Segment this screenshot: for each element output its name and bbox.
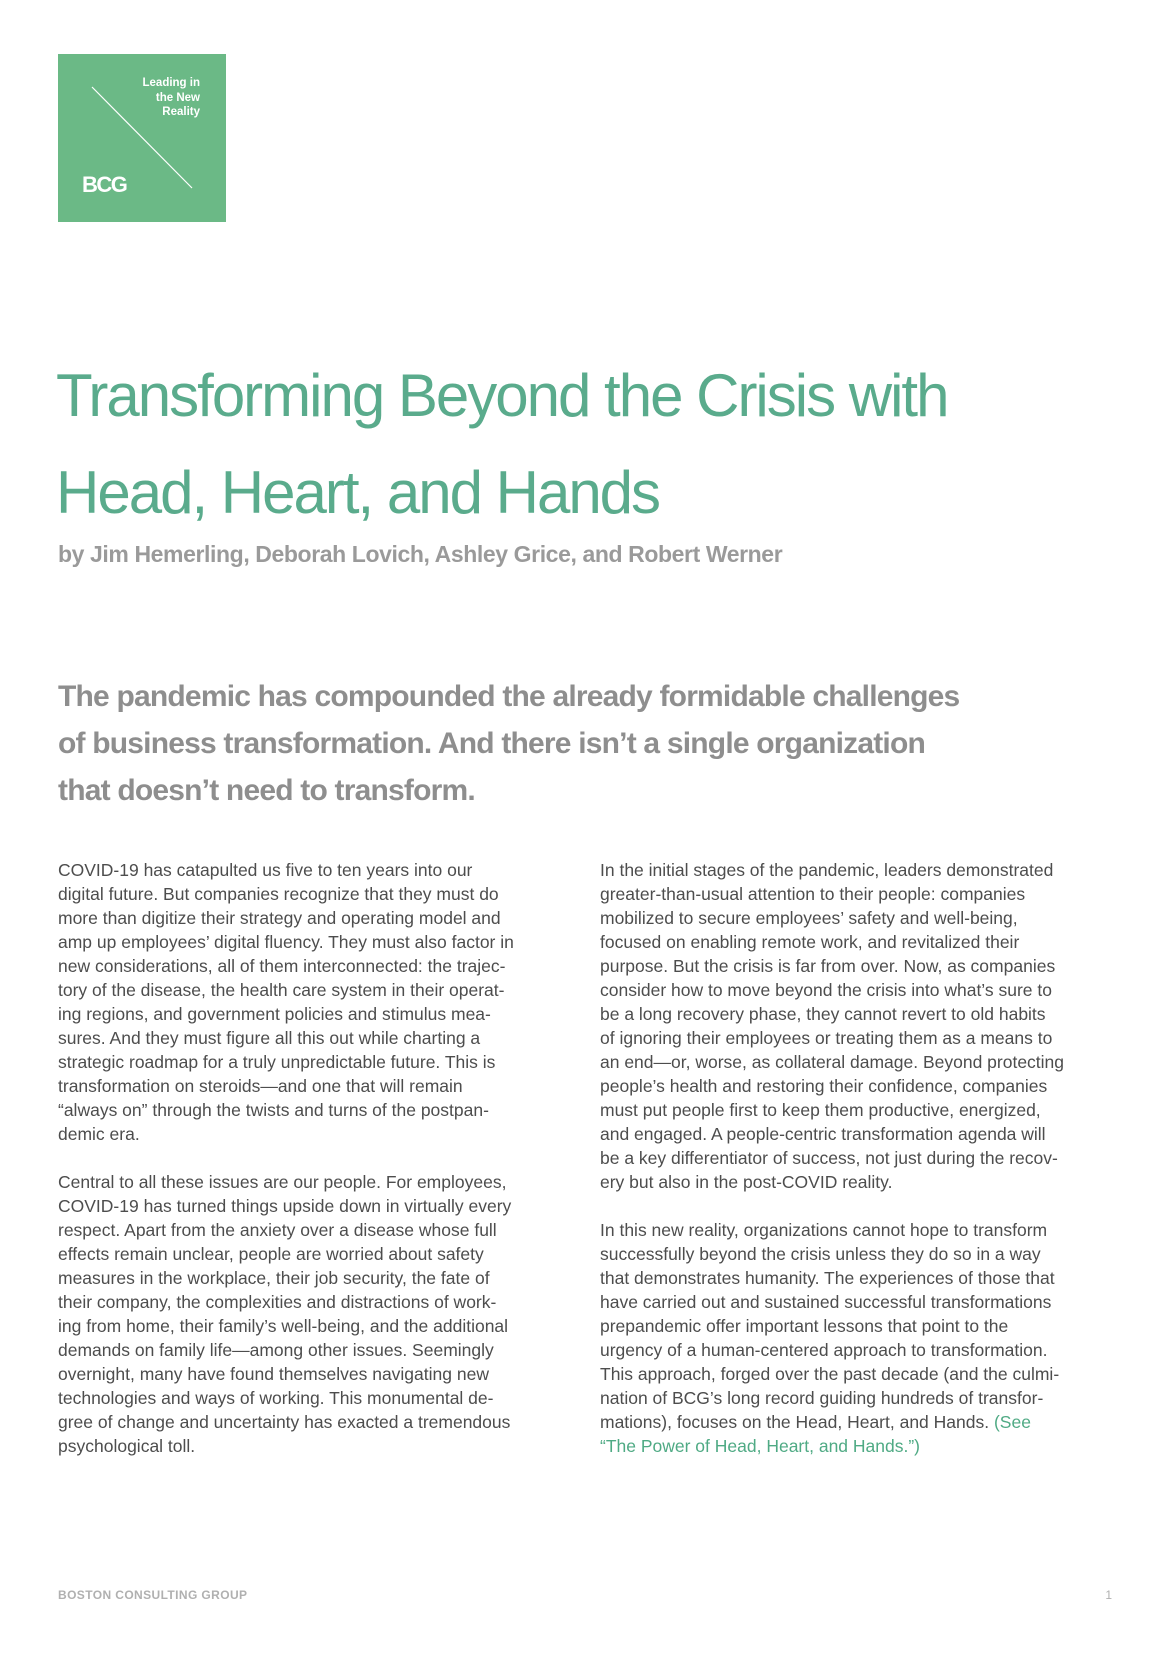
- body-column-left: [58, 858, 578, 1482]
- paragraph-line: Central to all these issues are our people. For employees,: [58, 1172, 507, 1192]
- paragraph-line: technologies and ways of working. This monumental de-: [58, 1388, 494, 1408]
- page-number: 1: [1105, 1588, 1112, 1602]
- paragraph-line: consider how to move beyond the crisis into what’s sure to: [600, 980, 1052, 1000]
- paragraph-line: transformation on steroids—and one that will remain: [58, 1076, 463, 1096]
- logo-tagline-line: Reality: [162, 106, 200, 118]
- paragraph: [600, 1218, 1120, 1458]
- paragraph-line: [600, 1410, 1120, 1434]
- bcg-logo: [58, 54, 226, 222]
- paragraph-line: effects remain unclear, people are worried about safety: [58, 1244, 484, 1264]
- paragraph-line: demands on family life—among other issues. Seemingly: [58, 1340, 494, 1360]
- paragraph-line: digital future. But companies recognize that they must do: [58, 884, 499, 904]
- paragraph-line: ing regions, and government policies and stimulus mea-: [58, 1004, 491, 1024]
- paragraph-line: respect. Apart from the anxiety over a disease whose full: [58, 1220, 497, 1240]
- paragraph-line: more than digitize their strategy and operating model and: [58, 908, 501, 928]
- paragraph-line: ery but also in the post-COVID reality.: [600, 1172, 893, 1192]
- paragraph-line: gree of change and uncertainty has exacted a tremendous: [58, 1412, 511, 1432]
- lede: [58, 673, 959, 814]
- byline: by Jim Hemerling, Deborah Lovich, Ashley Grice, and Robert Werner: [58, 541, 783, 567]
- title-line: Head, Heart, and Hands: [56, 459, 660, 526]
- paragraph-line: amp up employees’ digital fluency. They must also factor in: [58, 932, 514, 952]
- lede-line: that doesn’t need to transform.: [58, 774, 475, 807]
- paragraph-line: an end—or, worse, as collateral damage. Beyond protecting: [600, 1052, 1065, 1072]
- see-sidebar-link[interactable]: (See: [993, 1412, 1031, 1432]
- paragraph-line: of ignoring their employees or treating them as a means to: [600, 1028, 1053, 1048]
- paragraph-line: In this new reality, organizations cannot hope to transform: [600, 1220, 1048, 1240]
- paragraph-line: be a key differentiator of success, not just during the recov-: [600, 1148, 1058, 1168]
- paragraph-line: strategic roadmap for a truly unpredictable future. This is: [58, 1052, 496, 1072]
- paragraph-line: and engaged. A people-centric transformation agenda will: [600, 1124, 1046, 1144]
- paragraph-line: overnight, many have found themselves navigating new: [58, 1364, 489, 1384]
- paragraph-lines: [600, 1218, 1120, 1410]
- page-title: [56, 347, 947, 541]
- paragraph-line: measures in the workplace, their job security, the fate of: [58, 1268, 490, 1288]
- paragraph-line: be a long recovery phase, they cannot revert to old habits: [600, 1004, 1046, 1024]
- paragraph-line: their company, the complexities and distractions of work-: [58, 1292, 497, 1312]
- paragraph-line: demic era.: [58, 1124, 140, 1144]
- paragraph-line: psychological toll.: [58, 1436, 196, 1456]
- paragraph-line: mobilized to secure employees’ safety and well-being,: [600, 908, 1018, 928]
- body-column-right: [600, 858, 1120, 1482]
- see-sidebar-link-continued[interactable]: “The Power of Head, Heart, and Hands.”): [600, 1436, 921, 1456]
- paragraph-text: mations), focuses on the Head, Heart, and Hands.: [600, 1412, 994, 1432]
- paragraph-line: purpose. But the crisis is far from over. Now, as companies: [600, 956, 1056, 976]
- logo-tagline-line: Leading in: [142, 77, 200, 89]
- paragraph-line: must put people first to keep them productive, energized,: [600, 1100, 1041, 1120]
- lede-line: The pandemic has compounded the already formidable challenges: [58, 680, 960, 713]
- paragraph-line: urgency of a human-centered approach to transformation.: [600, 1340, 1048, 1360]
- paragraph: [58, 858, 578, 1146]
- bcg-wordmark: BCG: [82, 172, 127, 197]
- paragraph-line: “always on” through the twists and turns of the postpan-: [58, 1100, 489, 1120]
- title-line: Transforming Beyond the Crisis with: [56, 362, 948, 429]
- footer-organization: BOSTON CONSULTING GROUP: [58, 1588, 248, 1602]
- paragraph-line: tory of the disease, the health care system in their operat-: [58, 980, 505, 1000]
- paragraph-line: COVID-19 has turned things upside down in virtually every: [58, 1196, 512, 1216]
- paragraph-line: successfully beyond the crisis unless they do so in a way: [600, 1244, 1041, 1264]
- paragraph-line: COVID-19 has catapulted us five to ten years into our: [58, 860, 473, 880]
- paragraph: [600, 858, 1120, 1194]
- logo-tagline: [143, 76, 201, 120]
- logo-tagline-line: the New: [155, 91, 200, 104]
- paragraph-line: greater-than-usual attention to their people: companies: [600, 884, 1026, 904]
- paragraph-line: that demonstrates humanity. The experiences of those that: [600, 1268, 1055, 1288]
- paragraph-line: This approach, forged over the past decade (and the culmi-: [600, 1364, 1060, 1384]
- paragraph: [58, 1170, 578, 1458]
- paragraph-line: prepandemic offer important lessons that point to the: [600, 1316, 1009, 1336]
- paragraph-line: people’s health and restoring their confidence, companies: [600, 1076, 1048, 1096]
- paragraph-line: In the initial stages of the pandemic, leaders demonstrated: [600, 860, 1054, 880]
- paragraph-line: have carried out and sustained successful transformations: [600, 1292, 1052, 1312]
- paragraph-line: new considerations, all of them interconnected: the trajec-: [58, 956, 506, 976]
- paragraph-line: nation of BCG’s long record guiding hundreds of transfor-: [600, 1388, 1044, 1408]
- paragraph-line: focused on enabling remote work, and revitalized their: [600, 932, 1020, 952]
- paragraph-line: ing from home, their family’s well-being, and the additional: [58, 1316, 509, 1336]
- paragraph-line: sures. And they must figure all this out while charting a: [58, 1028, 481, 1048]
- lede-line: of business transformation. And there isn’t a single organization: [58, 727, 925, 760]
